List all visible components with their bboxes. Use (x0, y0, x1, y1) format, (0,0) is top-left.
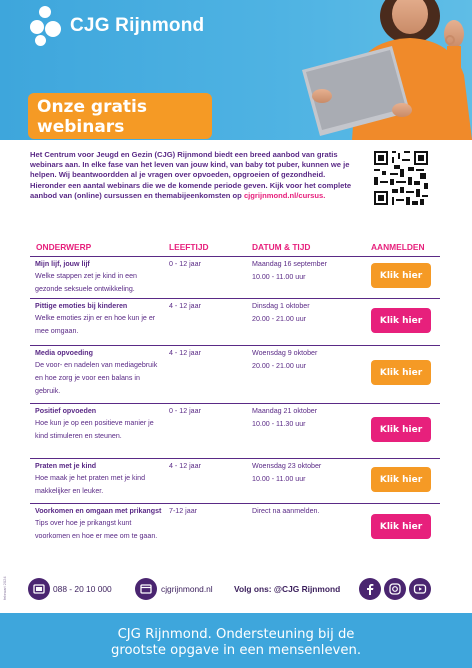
webinar-datetime (252, 347, 362, 373)
webinar-datetime (252, 300, 362, 326)
contact-bar (30, 578, 440, 604)
webinar-age: 0 - 12 jaar (169, 407, 201, 415)
table-row (30, 458, 440, 502)
qr-code[interactable] (372, 149, 430, 207)
webinar-time: 10.00 - 11.00 uur (252, 273, 306, 281)
header-topic: ONDERWERP (36, 242, 92, 252)
webinar-topic (35, 258, 165, 296)
webinar-description: Welke stappen zet je kind in een gezonde seksuele ontwikkeling. (35, 272, 138, 293)
webinar-date: Dinsdag 1 oktober (252, 302, 310, 310)
cursus-link[interactable]: cjgrijnmond.nl/cursus. (243, 190, 326, 200)
header-age: LEEFTIJD (169, 242, 209, 252)
instagram-icon[interactable] (384, 578, 406, 600)
webinar-age: 4 - 12 jaar (169, 302, 201, 310)
webinar-time: 20.00 - 21.00 uur (252, 315, 307, 323)
signup-button[interactable]: Klik hier (371, 417, 431, 442)
header-banner (0, 0, 472, 152)
webinar-title: Mijn lijf, jouw lijf (35, 260, 90, 268)
header-signup: AANMELDEN (371, 242, 425, 252)
webinar-title: Voorkomen en omgaan met prikangst (35, 507, 162, 515)
webinars-title-box (28, 93, 212, 152)
webinar-time: 20.00 - 21.00 uur (252, 362, 307, 370)
webinar-topic (35, 300, 165, 338)
webinar-description: Welke emoties zijn er en hoe kun je er mee omgaan. (35, 314, 156, 335)
follow-us: Volg ons: @CJG Rijnmond (234, 584, 341, 594)
webinar-age: 4 - 12 jaar (169, 462, 201, 470)
signup-button[interactable]: Klik hier (371, 360, 431, 385)
youtube-icon[interactable] (409, 578, 431, 600)
webinar-table-header (30, 242, 440, 254)
woman-with-laptop-photo (242, 0, 472, 140)
webinar-title: Praten met je kind (35, 462, 97, 470)
footer-tagline-line2: grootste opgave in een mensenleven. (110, 643, 362, 658)
signup-button[interactable]: Klik hier (371, 514, 431, 539)
webinar-date: Woensdag 9 oktober (252, 349, 318, 357)
webinar-title: Media opvoeding (35, 349, 93, 357)
footer-tagline-line1: CJG Rijnmond. Ondersteuning bij de (117, 627, 355, 642)
webinar-title: Positief opvoeden (35, 407, 97, 415)
webinar-date: Maandag 16 september (252, 260, 327, 268)
table-row (30, 298, 440, 342)
webinar-date: Maandag 21 oktober (252, 407, 318, 415)
phone-number[interactable]: 088 - 20 10 000 (53, 584, 112, 594)
webinar-age: 0 - 12 jaar (169, 260, 201, 268)
webinar-date: Direct na aanmelden. (252, 507, 320, 515)
webinar-datetime (252, 505, 362, 518)
page-title: Onze gratis webinars (37, 97, 147, 137)
web-icon (135, 578, 157, 600)
webinar-datetime (252, 405, 362, 431)
signup-button[interactable]: Klik hier (371, 263, 431, 288)
webinar-topic (35, 347, 165, 398)
signup-button[interactable]: Klik hier (371, 308, 431, 333)
table-row (30, 503, 440, 573)
webinar-topic (35, 460, 165, 498)
webinar-description: Hoe maak je het praten met je kind makkelijker en leuker. (35, 474, 146, 495)
phone-icon (28, 578, 50, 600)
intro-text: Het Centrum voor Jeugd en Gezin (CJG) Rijnmond biedt een breed aanbod van gratis webinars aan. In elke fase van het leven van jouw kind, van baby tot puber, kunnen we je helpen. Wij beantwoordden al je vragen over opvoeden, opgroeien of gezondheid. Hieronder een aantal webinars die we de komende periode geven. Kijk voor het complete aanbod van (online) cursussen en themabijeenkomsten op (30, 150, 352, 200)
page-subtitle: Meld je nu aan! (37, 141, 102, 152)
facebook-icon[interactable] (359, 578, 381, 600)
webinar-age: 7-12 jaar (169, 507, 197, 515)
header-date: DATUM & TIJD (252, 242, 311, 252)
webinar-title: Pittige emoties bij kinderen (35, 302, 128, 310)
print-date: februari 2024 (2, 576, 7, 600)
webinar-datetime (252, 460, 362, 486)
website-link[interactable]: cjgrijnmond.nl (161, 584, 213, 594)
cjg-logo-icon (30, 6, 64, 46)
webinar-time: 10.00 - 11.00 uur (252, 475, 306, 483)
webinar-topic (35, 405, 165, 443)
webinar-age: 4 - 12 jaar (169, 349, 201, 357)
table-row (30, 256, 440, 296)
webinar-description: De voor- en nadelen van mediagebruik en hoe zorg je voor een balans in gebruik. (35, 361, 158, 395)
table-row (30, 403, 440, 457)
webinar-datetime (252, 258, 362, 284)
brand-logo[interactable] (30, 6, 204, 46)
webinar-date: Woensdag 23 oktober (252, 462, 322, 470)
footer-banner (0, 613, 472, 668)
webinar-topic (35, 505, 165, 543)
webinar-description: Hoe kun je op een positieve manier je kind stimuleren en steunen. (35, 419, 154, 440)
webinar-description: Tips over hoe je prikangst kunt voorkomen en hoe er mee om te gaan. (35, 519, 158, 540)
webinar-time: 10.00 - 11.30 uur (252, 420, 306, 428)
intro-paragraph (30, 150, 360, 201)
table-row (30, 345, 440, 401)
signup-button[interactable]: Klik hier (371, 467, 431, 492)
brand-name: CJG Rijnmond (70, 15, 205, 36)
